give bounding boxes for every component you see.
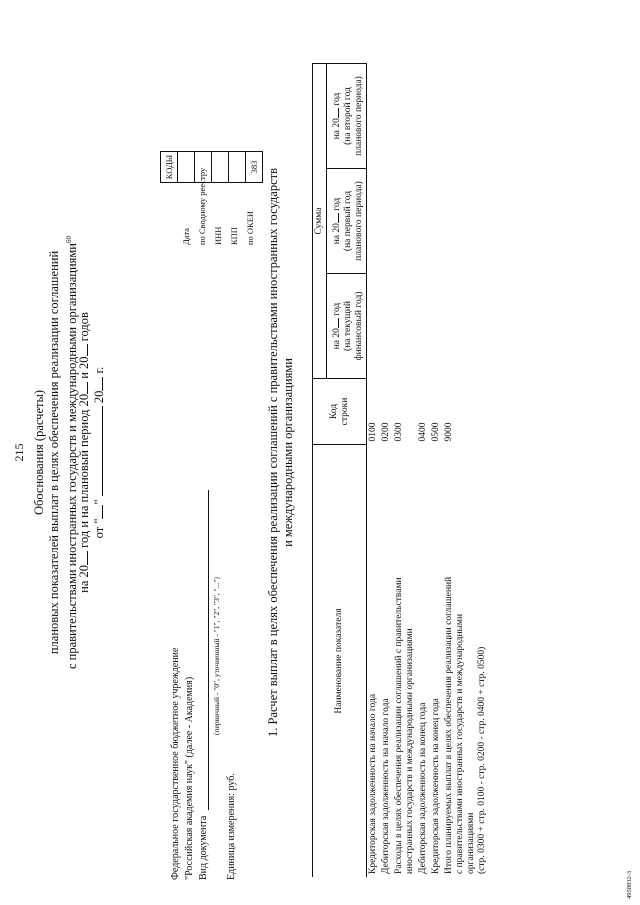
col-header-name: Наименование показателя: [313, 445, 367, 878]
form-title-line2: плановых показателей выплат в целях обеспечения реализации соглашений: [47, 250, 61, 655]
col-header-code: Код строки: [313, 379, 367, 445]
document-footer-id: 4958832-3: [626, 870, 633, 899]
calculation-table: [312, 63, 489, 877]
doc-type-hint: (первичный - "0", уточненный - "1", "2", "3", "..."): [212, 577, 221, 735]
codes-label-registry: по Сводному реестру: [197, 167, 207, 245]
org-name-line2: "Российская академия наук" (далее - Академия): [184, 676, 195, 880]
form-title-line4: на 20 год и на плановый период 20 и 20 годов: [77, 312, 91, 593]
table-row: [430, 64, 443, 878]
table-row: [380, 64, 393, 878]
codes-kpp-cell: [229, 152, 246, 182]
codes-label-date: Дата: [181, 228, 191, 245]
org-name-line1: Федеральное государственное бюджетное учреждение: [170, 647, 181, 880]
table-row: [417, 64, 430, 878]
table-row: [393, 64, 417, 878]
codes-okei-cell: 383: [249, 160, 259, 174]
row-code: 0200: [381, 422, 391, 442]
codes-registry-cell: [195, 152, 212, 182]
unit-label: Единица измерения: руб.: [226, 773, 237, 880]
codes-label-kpp: КПП: [229, 227, 239, 245]
table-row: [443, 64, 489, 878]
section-title-line1: 1. Расчет выплат в целях обеспечения реализации соглашений с правительствами иностранных государств: [266, 168, 280, 737]
row-code: 0500: [431, 422, 441, 442]
col-header-year1: на 20 год (на текущий финансовый год): [327, 274, 367, 379]
row-name: Кредиторская задолженность на конец года: [431, 698, 441, 874]
row-code: 0300: [394, 422, 404, 442]
row-name: Расходы в целях обеспечения реализации соглашений с правительствами иностранных государств и международными организациями: [394, 577, 415, 874]
row-code: 9000: [444, 422, 454, 442]
row-code: 0100: [368, 422, 378, 442]
section-title-line2: и международными организациями: [281, 358, 295, 547]
doc-type-label: Вид документа: [198, 815, 209, 880]
codes-date-cell: [178, 152, 195, 182]
row-name: Дебиторская задолженность на начало года: [381, 698, 391, 874]
row-name: Кредиторская задолженность на начало года: [368, 693, 378, 874]
table-row: [367, 64, 381, 878]
row-name: Итого планируемых выплат в целях обеспечения реализации соглашений с правительствами иностранных государств и международными организациями (стр. 0300 + стр. 0100 - стр. 0200 - стр. 0400 + стр. 0500): [444, 576, 487, 874]
row-name: Дебиторская задолженность на конец года: [418, 702, 428, 874]
codes-inn-cell: [212, 152, 229, 182]
col-header-year3: на 20 год (на второй год планового периода): [327, 64, 367, 169]
page-number: 215: [12, 443, 26, 462]
form-title-line5: от "" 20 г.: [92, 366, 106, 539]
form-title-line1: Обоснования (расчеты): [32, 389, 46, 516]
form-title-line3: с правительствами иностранных государств и международными организациями$^{60}$: [65, 235, 80, 670]
codes-label-okei: по ОКЕИ: [245, 210, 255, 245]
col-header-sum: Сумма: [313, 64, 327, 379]
codes-header: КОДЫ: [161, 152, 178, 182]
codes-box: [160, 151, 263, 183]
row-code: 0400: [418, 422, 428, 442]
doc-type-field-line: [208, 490, 209, 810]
codes-label-inn: ИНН: [213, 226, 223, 245]
col-header-year2: на 20 год (на первый год планового периода): [327, 169, 367, 274]
